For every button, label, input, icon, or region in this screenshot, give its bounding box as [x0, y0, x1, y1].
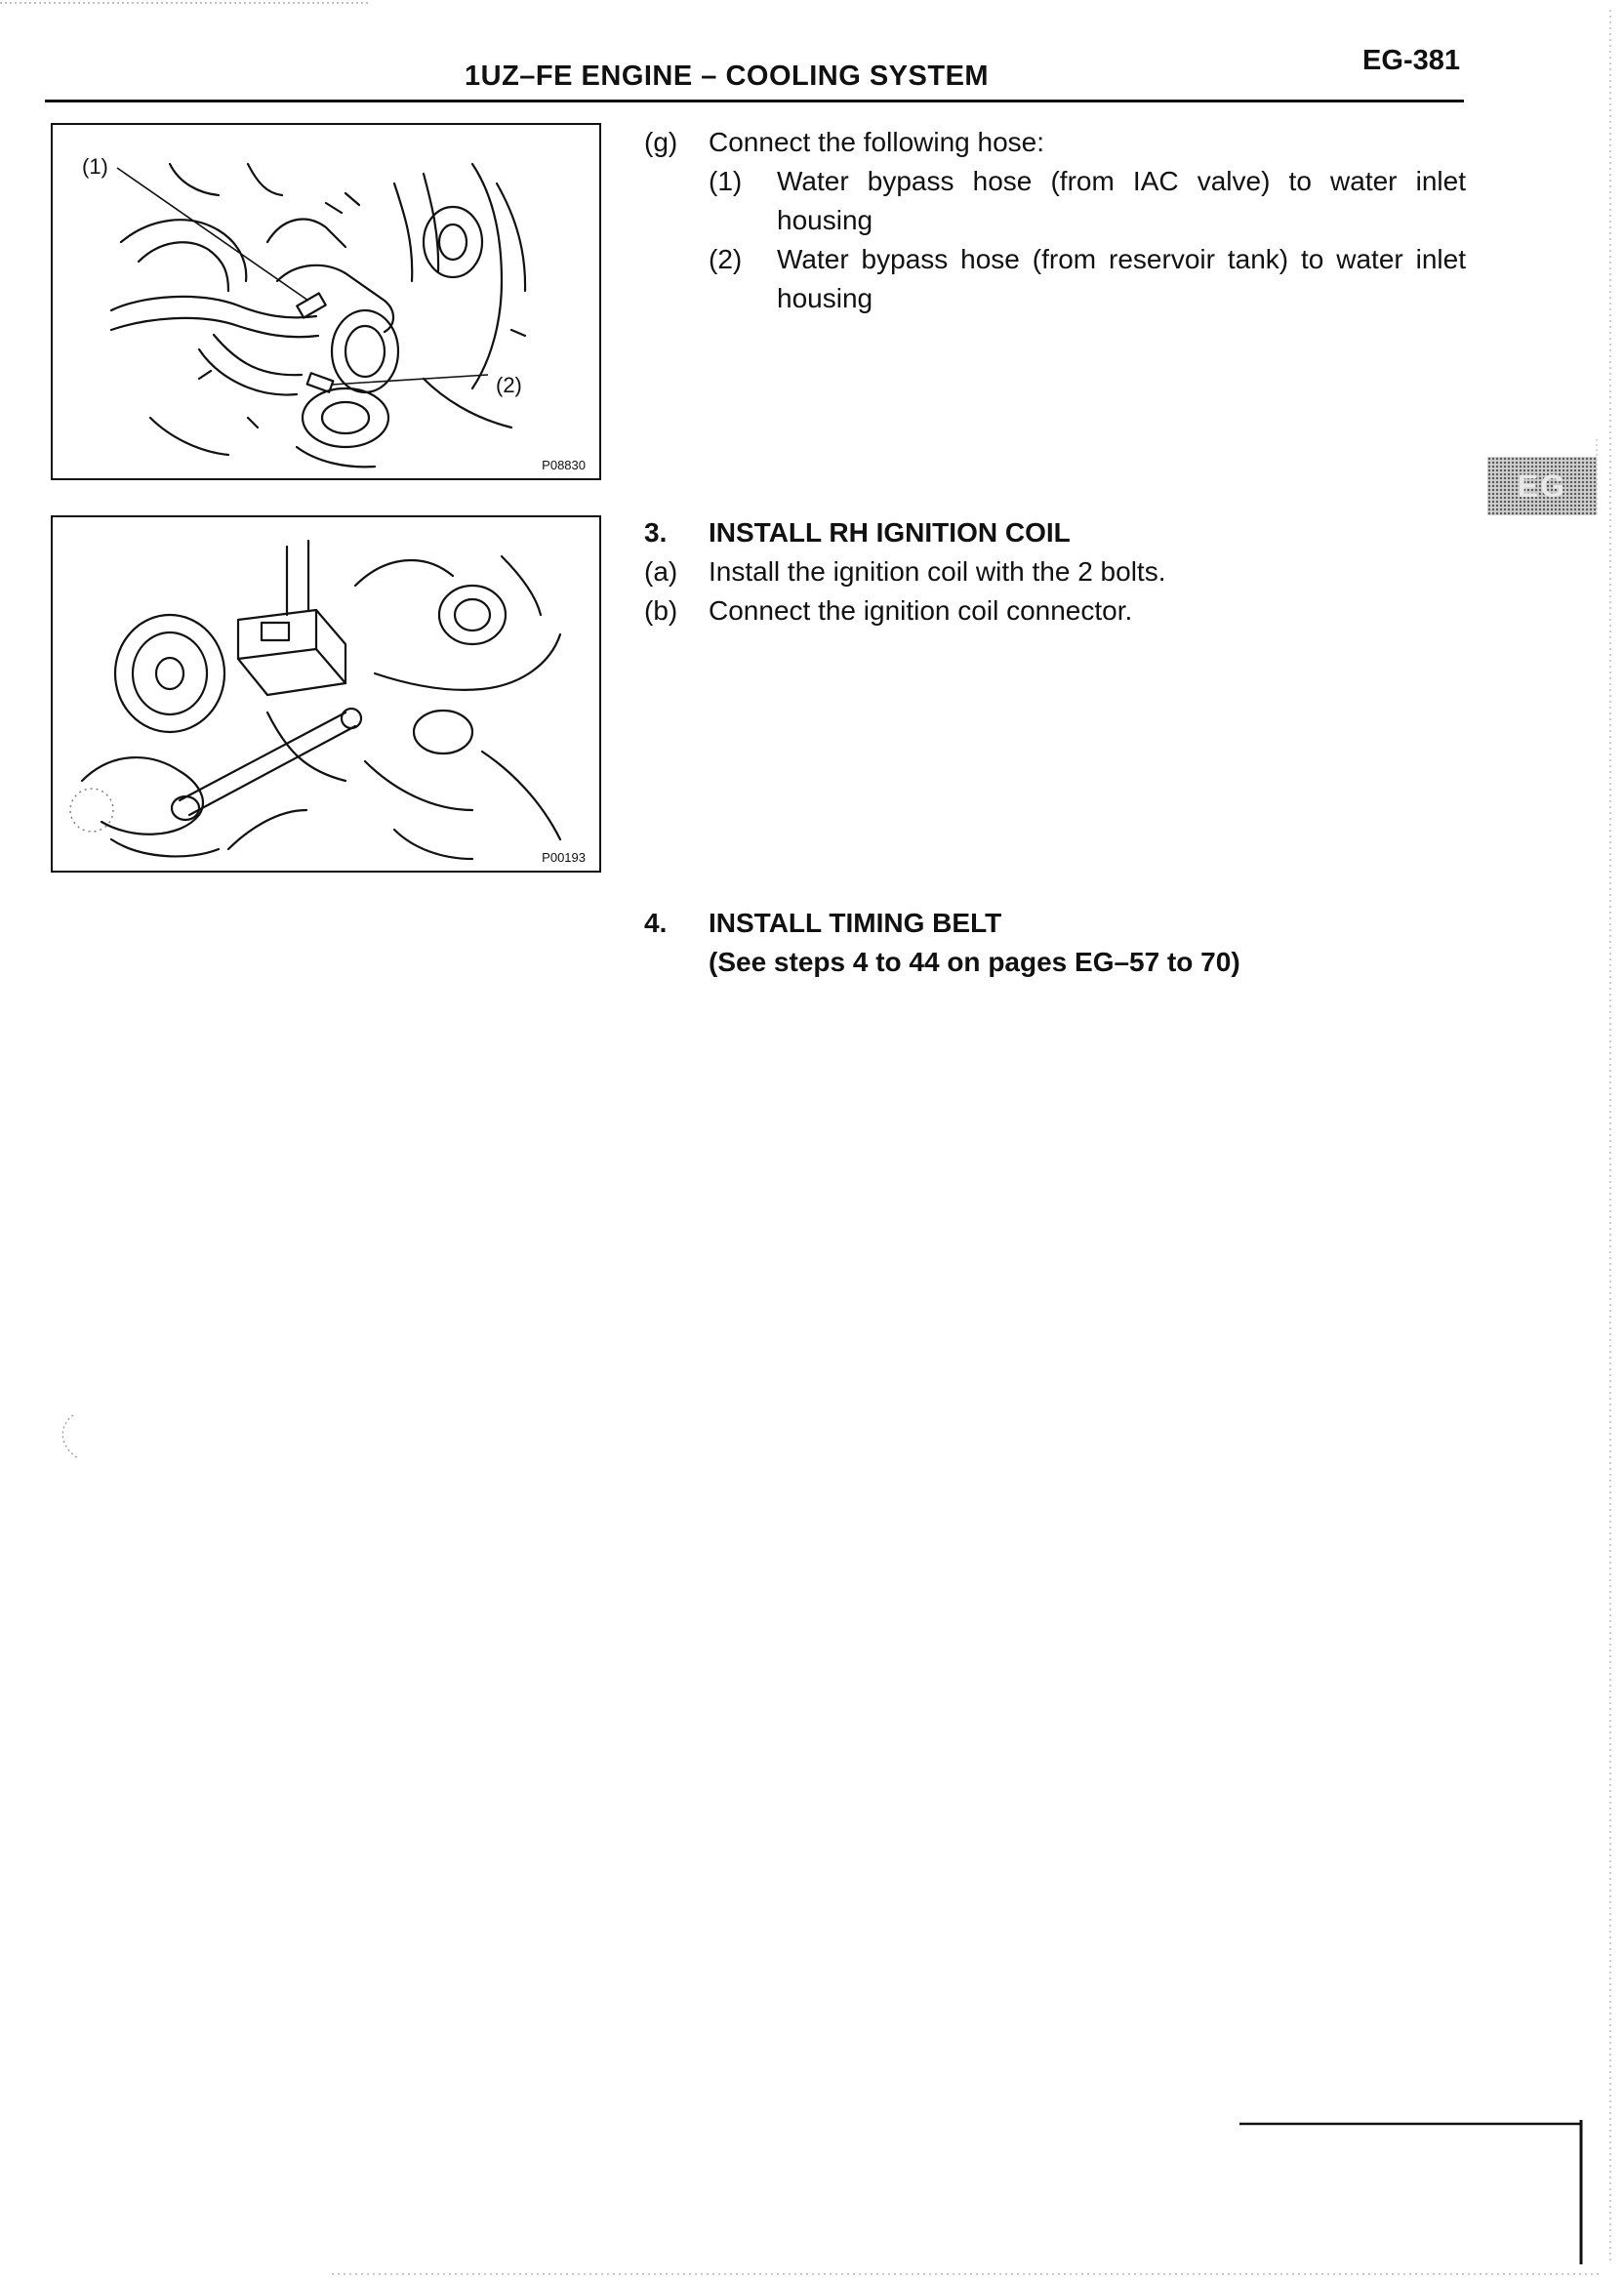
- step-title: INSTALL TIMING BELT: [709, 908, 1002, 938]
- engine-hoses-illustration: [53, 125, 599, 478]
- step-note: (See steps 4 to 44 on pages EG–57 to 70): [709, 947, 1240, 977]
- item-text: Water bypass hose (from reservoir tank) to water inlet housing: [777, 244, 1466, 313]
- item-text: Install the ignition coil with the 2 bolts.: [709, 556, 1166, 587]
- callout-2: (2): [496, 373, 522, 397]
- figure-code: P00193: [542, 850, 586, 865]
- page-header: [45, 39, 1464, 102]
- item-marker: (b): [644, 595, 678, 626]
- item-marker: (1): [709, 166, 743, 196]
- step-4: [644, 904, 1466, 982]
- section-tab: [1487, 457, 1597, 515]
- step-marker: (g): [644, 127, 678, 157]
- item-marker: (a): [644, 556, 678, 587]
- ignition-coil-illustration: [53, 517, 599, 871]
- step-title: INSTALL RH IGNITION COIL: [709, 517, 1071, 548]
- item-text: Water bypass hose (from IAC valve) to water inlet housing: [777, 166, 1466, 235]
- step-number: 4.: [644, 908, 668, 938]
- step-3: [644, 513, 1466, 631]
- section-title: 1UZ–FE ENGINE – COOLING SYSTEM: [465, 61, 990, 92]
- section-tab-label: EG: [1517, 468, 1567, 504]
- figure-ignition-coil: [51, 515, 601, 873]
- step-text: Connect the following hose:: [709, 127, 1044, 157]
- step-g: [644, 123, 1466, 318]
- page-number: EG-381: [1362, 45, 1460, 76]
- callout-1: (1): [82, 154, 108, 179]
- item-marker: (2): [709, 244, 743, 274]
- step-number: 3.: [644, 517, 668, 548]
- item-text: Connect the ignition coil connector.: [709, 595, 1133, 626]
- figure-water-bypass-hoses: [51, 123, 601, 480]
- figure-code: P08830: [542, 458, 586, 472]
